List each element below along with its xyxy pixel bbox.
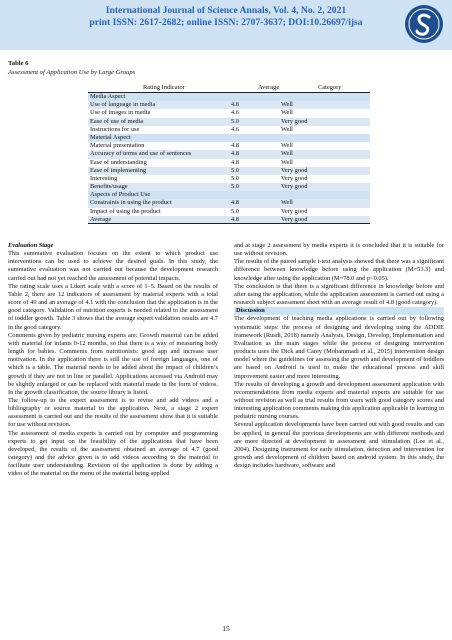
assessment-table [88,82,370,224]
paragraph: The results of developing a growth and development assessment application with recommendations from media experts and material experts are suitable for use without revision as well as trial results from users with good category scores and interesting application comments making this application applicable in learning in pediatric nursing courses. [234,380,444,421]
cell-indicator: Material Aspect [90,133,131,141]
cell-average: 4.8 [231,142,239,150]
cell-indicator: Benefits/usage [90,183,128,191]
cell-average: 4.8 [231,158,239,166]
cell-category: Well [281,125,293,133]
cell-indicator: Ease of use of media [90,117,144,125]
table-header-row [88,82,370,93]
table-row [88,159,370,167]
cell-average: 4.8 [231,150,239,158]
cell-average: 5.0 [231,207,239,215]
section-heading-evaluation: Evaluation Stage [8,242,54,249]
table-row [88,126,370,134]
paragraph: The development of teaching media applications is carried out by following systematic steps: the process of designing and developing using the ADDIE framework (Rusdi, 2018) namely Analysis, Design, Develop, Implementation and Evaluation as the main stages while the process of designing intervention products uses the Dick and Carey (Mohammadi et al., 2015) intervention design model where the guidelines for assessing the growth and development of toddlers are based on Android is used to make the educational process and skill improvement easier and more interesting. [234,315,444,380]
cell-indicator: Instructions for use [90,125,140,133]
cell-average: 5.0 [231,183,239,191]
left-text-column [8,242,218,479]
table-row [88,109,370,117]
cell-indicator: Aspects of Product Use [90,191,151,199]
paragraph: Several application developments have been carried out with good results and can be applied, in general the previous developments are with different methods and are more directed at development in assessment and stimulation (Lee et al., 2004). Designing instrument for early stimulation, detection and intervention for growth and development of children based on android system. In this study, the design includes hardware, software and [234,421,444,470]
cell-indicator: Ease of implementing [90,166,147,174]
column-header-indicator: Rating Indicator [143,84,185,91]
cell-average: 5.0 [231,166,239,174]
cell-category: Well [281,101,293,109]
cell-indicator: Constraints in using the product [90,199,172,207]
table-body [88,93,370,224]
cell-average: 4.8 [231,215,239,223]
cell-average: 5.0 [231,174,239,182]
cell-category: Well [281,158,293,166]
cell-indicator: Interesting [90,174,118,182]
paragraph: The follow-up to the expert assessment is to revise and add videos and a bibliography or source material to the application. Next, a stage 2 expert assessment is carried out and the results of the assessment show that it is suitable for use without revision. [8,396,218,429]
table-section-row [88,93,370,101]
table-row [88,150,370,158]
paragraph: The rating scale uses a Likert scale with a score of 1–5. Based on the results of Table 2, there are 12 indicators of assessment by material experts with a total score of 49 and an average of 4.1 with the conclusion that the application is in the good category. Validation of nutrition experts is needed related to the assessment of toddler growth. Table 3 shows that the average expert validation results are 4.7 in the good category. [8,282,218,331]
table-row [88,142,370,150]
cell-average: 5.0 [231,117,239,125]
cell-category: Very good [281,117,308,125]
cell-indicator: Impact of using the product [90,207,161,215]
table-row [88,167,370,175]
paragraph: and at stage 2 assessment by media experts it is concluded that it is suitable for use without revision. [234,242,444,258]
table-total-row [88,216,370,224]
page-number: 15 [222,624,230,633]
cell-category: Very good [281,174,308,182]
cell-indicator: Average [90,215,112,223]
paragraph: The assessment of media experts is carried out by computer and programming experts to get input on the feasibility of the applications that have been developed, the results of the assessment obtained an average of 4.7 (good category) and the advice given is to add videos according to the material to facilitate user understanding. Revision of the application is done by adding a video of the material on the menu of the material being applied [8,429,218,478]
cell-average: 4.8 [231,199,239,207]
table-section-row [88,134,370,142]
journal-logo-icon [404,4,444,44]
cell-category: Very good [281,215,308,223]
cell-average: 4.6 [231,109,239,117]
cell-category: Very good [281,183,308,191]
paragraph: The results of the paired sample t-test analysis showed that there was a significant difference between knowledge before using the application (M=53.3) and knowledge after using the application (M=78.0 and p<0.05). [234,258,444,282]
table-row [88,183,370,191]
right-text-column [234,242,444,470]
journal-header [0,0,452,50]
cell-indicator: Media Aspect [90,93,126,100]
column-header-category: Category [318,84,342,91]
cell-indicator: Use of images in media [90,109,151,117]
table-row [88,199,370,207]
cell-category: Well [281,142,293,150]
cell-average: 4.8 [231,101,239,109]
cell-category: Well [281,150,293,158]
column-header-average: Average [258,84,280,91]
cell-indicator: Accuracy of terms and use of sentences [90,150,192,158]
table-row [88,208,370,216]
paragraph: This summative evaluation focuses on the extent to which product use interventions can be used to achieve the desired goals. In this study, the summative evaluation was not carried out because the development research carried out had not yet reached the assessment of potential impacts. [8,250,218,282]
cell-indicator: Ease of understanding [90,158,147,166]
table-row [88,101,370,109]
cell-category: Well [281,109,293,117]
cell-category: Very good [281,207,308,215]
table-subtitle: Assessment of Application Use by Large Groups [8,69,136,76]
table-row [88,175,370,183]
journal-title-line: International Journal of Science Annals, Vol. 4, No. 2, 2021 [105,5,347,16]
cell-category: Very good [281,166,308,174]
cell-indicator: Material presentation [90,142,145,150]
cell-average: 4.6 [231,125,239,133]
table-title: Table 6 [8,60,29,67]
cell-category: Well [281,199,293,207]
table-row [88,118,370,126]
paragraph: The conclusion is that there is a significant difference in knowledge before and after using the application, while the application assessment is carried out using a research subject assessment sheet with an average result of 4.8 (good category). [234,282,444,307]
journal-issn-line: print ISSN: 2617-2682; online ISSN: 2707-3637; DOI:10.26697/ijsa [89,17,363,28]
cell-indicator: Use of language in media [90,101,156,109]
table-section-row [88,191,370,199]
paragraph: Comments given by pediatric nursing experts are: Growth material can be added with material for infants 0-12 months, so that there is a way of measuring body length for babies. Comments from nutritionists: good app and increase user motivation. In the application there is still the use of foreign languages, one of which is a table. The material needs to be added about the impact of children’s growth if they are not in line or parallel. Applications accessed via Android may be slightly enlarged or can be replaced with material made in the form of videos. In the growth classification, the source library is listed. [8,331,218,396]
section-heading-discussion: Discussion [234,307,444,315]
